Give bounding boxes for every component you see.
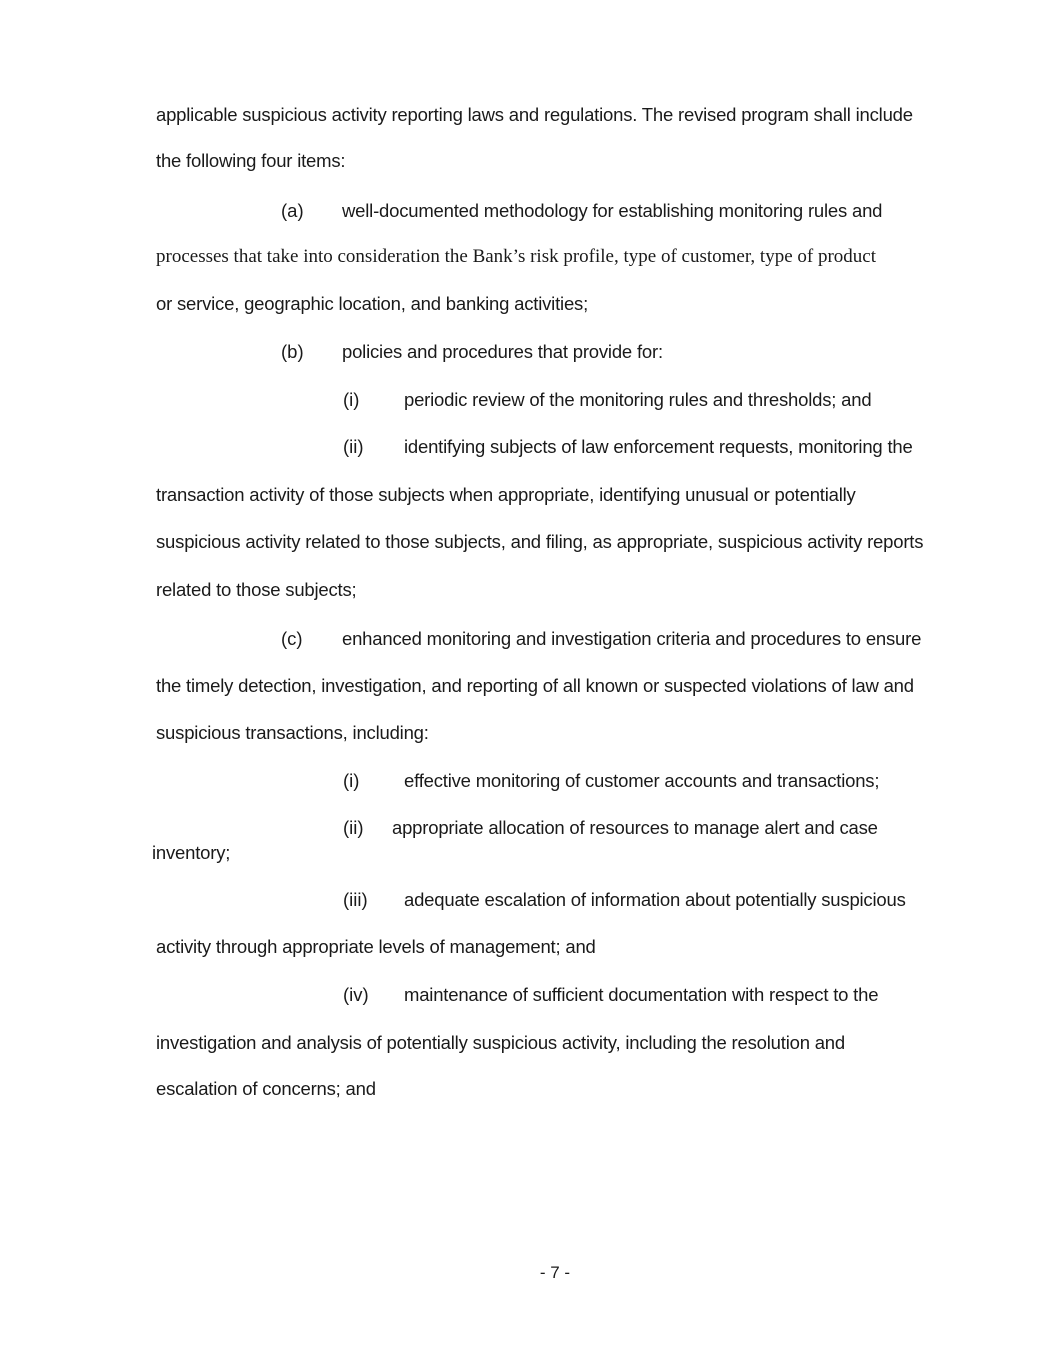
item-c-sub-iv-line-3: escalation of concerns; and (156, 1078, 376, 1099)
item-a-line-3: or service, geographic location, and banking activities; (156, 293, 589, 314)
item-b-sub-ii-line-1: identifying subjects of law enforcement requests, monitoring the (404, 436, 913, 457)
item-c-sub-i-marker: (i) (343, 770, 360, 791)
item-c-sub-iii-marker: (iii) (343, 889, 368, 910)
item-c-sub-iii-line-2: activity through appropriate levels of management; and (156, 936, 596, 957)
item-b-sub-ii-marker: (ii) (343, 436, 364, 457)
item-c-sub-i-line-1: effective monitoring of customer accounts and transactions; (404, 770, 880, 791)
item-b-line-1: policies and procedures that provide for: (342, 341, 663, 362)
item-c-line-1: enhanced monitoring and investigation criteria and procedures to ensure (342, 628, 922, 649)
item-c-sub-ii-line-1: appropriate allocation of resources to manage alert and case (392, 817, 878, 838)
item-b-sub-ii-line-4: related to those subjects; (156, 579, 357, 600)
item-c-sub-iii-line-1: adequate escalation of information about potentially suspicious (404, 889, 906, 910)
intro-line-2: the following four items: (156, 150, 346, 171)
page-number: - 7 - (539, 1263, 571, 1282)
item-a-marker: (a) (281, 200, 304, 221)
item-c-sub-iv-marker: (iv) (343, 984, 369, 1005)
item-c-sub-iv-line-2: investigation and analysis of potentially suspicious activity, including the resolution and (156, 1032, 845, 1053)
item-c-line-3: suspicious transactions, including: (156, 722, 429, 743)
item-b-sub-i-marker: (i) (343, 389, 360, 410)
item-a-line-2: processes that take into consideration the Bank’s risk profile, type of customer, type of product (156, 246, 876, 267)
item-c-sub-ii-line-2: inventory; (152, 842, 231, 863)
item-b-sub-i-line-1: periodic review of the monitoring rules and thresholds; and (404, 389, 872, 410)
item-c-sub-ii-marker: (ii) (343, 817, 364, 838)
item-b-marker: (b) (281, 341, 304, 362)
item-a-line-1: well-documented methodology for establishing monitoring rules and (342, 200, 883, 221)
item-c-sub-iv-line-1: maintenance of sufficient documentation with respect to the (404, 984, 879, 1005)
item-c-line-2: the timely detection, investigation, and reporting of all known or suspected violations of law and (156, 675, 914, 696)
intro-line-1: applicable suspicious activity reporting laws and regulations. The revised program shall include (156, 104, 913, 125)
item-b-sub-ii-line-2: transaction activity of those subjects when appropriate, identifying unusual or potentially (156, 484, 856, 505)
item-b-sub-ii-line-3: suspicious activity related to those subjects, and filing, as appropriate, suspicious activity reports (156, 531, 924, 552)
item-c-marker: (c) (281, 628, 303, 649)
